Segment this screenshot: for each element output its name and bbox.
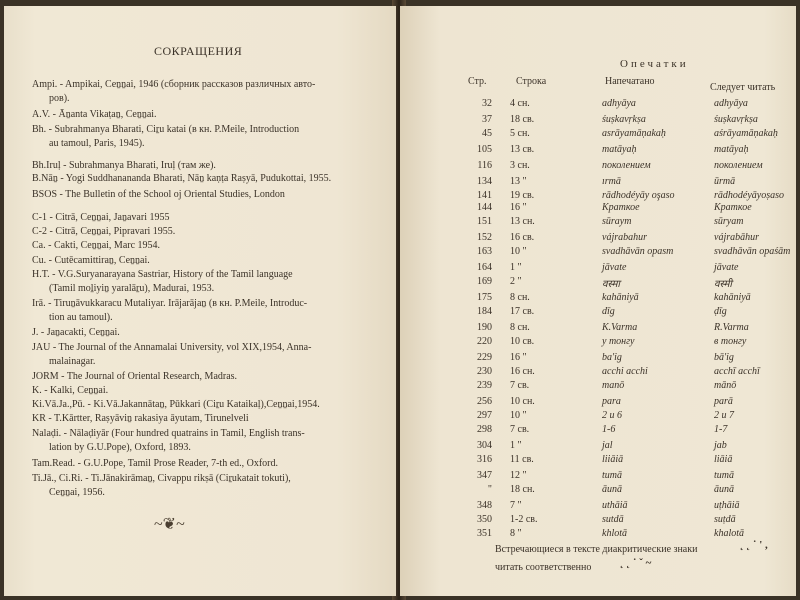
printed-cell: āunā <box>602 484 622 495</box>
printed-cell: śuṣkavṛkṣa <box>602 114 646 125</box>
errata-row <box>400 306 796 322</box>
diacritic-marks-1: ˛ ˛ ˙ ' , <box>740 539 768 551</box>
line-cell: 17 св. <box>510 306 535 317</box>
line-cell: 10 " <box>510 246 527 257</box>
abbreviation-line: Ti.Jā., Ci.Ri. - Ti.Jānakirāmaṉ, Civappu rikṣā (Ciṟukatait tokuti), <box>32 473 291 484</box>
errata-row <box>400 454 796 470</box>
correct-cell: ḍīg <box>714 306 727 317</box>
abbreviation-line: Bh.Iruḷ - Subrahmanya Bharati, Iruḷ (там же). <box>32 160 216 171</box>
correct-cell: поколением <box>714 160 763 171</box>
correct-cell: matāyaḥ <box>714 144 749 155</box>
correct-cell: 2 и 7 <box>714 410 734 421</box>
line-cell: 11 св. <box>510 454 534 465</box>
line-cell: 8 " <box>510 528 522 539</box>
printed-cell: asrāyamāṇakaḥ <box>602 128 666 139</box>
errata-row <box>400 216 796 232</box>
printed-cell: svadhāvān opasm <box>602 246 674 257</box>
correct-cell: rādhodéyāyoṣaso <box>714 190 784 201</box>
abbreviation-line: Bh. - Subrahmanya Bharati, Ciṟu katai (в кн. P.Meile, Introduction <box>32 124 300 135</box>
correct-cell: vájrabāhur <box>714 232 759 243</box>
line-cell: 13 св. <box>510 144 535 155</box>
abbreviation-line: BSOS - The Bulletin of the School oj Oriental Studies, London <box>32 189 285 200</box>
printed-cell: sūraym <box>602 216 632 227</box>
line-cell: 7 " <box>510 500 522 511</box>
page-cell: 152 <box>477 232 492 243</box>
abbreviation-line: KR - T.Kārtter, Raṣyāviṉ rakasiya āyutam, Tirunelveli <box>32 413 249 424</box>
line-cell: 18 св. <box>510 114 535 125</box>
printed-cell: tumā <box>602 470 622 481</box>
line-cell: 1-2 св. <box>510 514 538 525</box>
abbreviation-line: Ampi. - Ampikai, Ceṉṉai, 1946 (сборник рассказов различных авто- <box>32 79 316 90</box>
line-cell: 8 сн. <box>510 322 530 333</box>
printed-cell: ırmā <box>602 176 621 187</box>
errata-row <box>400 336 796 352</box>
correct-cell: tumā <box>714 470 734 481</box>
page-cell: 347 <box>477 470 492 481</box>
printed-cell: kahāniyā <box>602 292 639 303</box>
abbreviation-line: malainagar. <box>49 356 96 367</box>
printed-cell: dīg <box>602 306 615 317</box>
abbreviation-line: Ca. - Cakti, Ceṉṉai, Marc 1954. <box>32 240 161 251</box>
correct-cell: Kpaткое <box>714 202 752 213</box>
correct-cell: uṭhāiā <box>714 500 740 511</box>
printed-cell: khlotā <box>602 528 627 539</box>
line-cell: 3 сн. <box>510 160 530 171</box>
line-cell: 16 св. <box>510 232 535 243</box>
abbreviation-line: A.V. - Āṉanta Vikaṭaṉ, Ceṉṉai. <box>32 109 157 120</box>
errata-title: Опечатки <box>620 58 689 70</box>
printed-cell: Кpaткое <box>602 202 640 213</box>
line-cell: 13 " <box>510 176 527 187</box>
page-cell: 304 <box>477 440 492 451</box>
errata-row <box>400 144 796 160</box>
correct-cell: 1-7 <box>714 424 728 435</box>
correct-cell: āunā <box>714 484 734 495</box>
page-cell: " <box>487 484 492 495</box>
printed-cell: manō <box>602 380 625 391</box>
printed-cell: поколением <box>602 160 651 171</box>
correct-cell: khalotā <box>714 528 744 539</box>
printed-cell: वस्मा <box>602 279 621 290</box>
page-cell: 220 <box>477 336 492 347</box>
page-cell: 144 <box>477 202 492 213</box>
correct-cell: в тонгу <box>714 336 747 347</box>
abbreviation-line: au tamoul, Paris, 1945). <box>49 138 145 149</box>
printed-cell: acchi acchi <box>602 366 648 377</box>
abbreviation-line: Tam.Read. - G.U.Pope, Tamil Prose Reader, 7-th ed., Oxford. <box>32 458 279 469</box>
page-cell: 351 <box>477 528 492 539</box>
footer-line-1: Встречающиеся в тексте диакритические знаки <box>495 544 698 555</box>
page-cell: 239 <box>477 380 492 391</box>
correct-cell: R.Varma <box>714 322 749 333</box>
abbreviation-line: C-1 - Citrā, Ceṉṉai, Jaṉavari 1955 <box>32 212 170 223</box>
correct-cell: mānō <box>714 380 737 391</box>
col-header-printed: Напечатано <box>605 76 655 87</box>
page-cell: 297 <box>477 410 492 421</box>
correct-cell: aśrāyamāṇakaḥ <box>714 128 778 139</box>
line-cell: 7 св. <box>510 380 530 391</box>
page-cell: 151 <box>477 216 492 227</box>
page-cell: 348 <box>477 500 492 511</box>
correct-cell: jāvate <box>714 262 739 273</box>
correct-cell: kahāniyā <box>714 292 751 303</box>
col-header-page: Стр. <box>468 76 487 87</box>
abbreviation-line: Cu. - Cutēcamittiraṉ, Ceṉṉai. <box>32 255 150 266</box>
printed-cell: rādhodéyāy oşaso <box>602 190 675 201</box>
page-cell: 190 <box>477 322 492 333</box>
page-cell: 316 <box>477 454 492 465</box>
printed-cell: sutdā <box>602 514 624 525</box>
errata-row <box>400 246 796 262</box>
errata-row <box>400 160 796 176</box>
errata-row <box>400 484 796 500</box>
errata-row <box>400 424 796 440</box>
page-cell: 32 <box>482 98 492 109</box>
line-cell: 18 сн. <box>510 484 535 495</box>
line-cell: 8 сн. <box>510 292 530 303</box>
correct-cell: acchī acchī <box>714 366 760 377</box>
line-cell: 2 " <box>510 276 522 287</box>
errata-row <box>400 528 796 544</box>
page-cell: 134 <box>477 176 492 187</box>
abbreviation-line: ров). <box>49 93 70 104</box>
page-cell: 175 <box>477 292 492 303</box>
page-cell: 256 <box>477 396 492 407</box>
line-cell: 13 сн. <box>510 216 535 227</box>
abbreviations-title: СОКРАЩЕНИЯ <box>154 44 243 58</box>
printed-cell: у тонгу <box>602 336 635 347</box>
abbreviation-line: lation by G.U.Pope), Oxford, 1893. <box>49 442 191 453</box>
correct-cell: suṭdā <box>714 514 736 525</box>
page-cell: 141 <box>477 190 492 201</box>
abbreviation-line: H.T. - V.G.Suryanarayana Sastriar, History of the Tamil language <box>32 269 293 280</box>
correct-cell: sūryam <box>714 216 744 227</box>
printed-cell: matāyaḥ <box>602 144 637 155</box>
errata-row <box>400 98 796 114</box>
page-cell: 298 <box>477 424 492 435</box>
abbreviation-line: tion au tamoul). <box>49 312 113 323</box>
correct-cell: adhyāya <box>714 98 748 109</box>
errata-row <box>400 276 796 292</box>
correct-cell: ūrmā <box>714 176 736 187</box>
line-cell: 12 " <box>510 470 527 481</box>
diacritic-marks-2: ˛ ˛ ˙ ˇ ~ <box>620 557 652 569</box>
footer-line-2: читать соответственно <box>495 562 592 573</box>
page-cell: 37 <box>482 114 492 125</box>
abbreviation-line: JORM - The Journal of Oriental Research, Madras. <box>32 371 238 382</box>
correct-cell: parā <box>714 396 733 407</box>
abbreviation-line: J. - Jaṉacakti, Ceṉṉai. <box>32 327 120 338</box>
line-cell: 10 св. <box>510 336 535 347</box>
page-cell: 350 <box>477 514 492 525</box>
correct-cell: वस्मी <box>714 279 733 290</box>
errata-row <box>400 380 796 396</box>
printed-cell: 2 и 6 <box>602 410 622 421</box>
abbreviation-line: C-2 - Citrā, Ceṉṉai, Pipravari 1955. <box>32 226 176 237</box>
page-cell: 164 <box>477 262 492 273</box>
line-cell: 4 сн. <box>510 98 530 109</box>
page-cell: 230 <box>477 366 492 377</box>
line-cell: 19 св. <box>510 190 535 201</box>
line-cell: 10 " <box>510 410 527 421</box>
abbreviation-line: K. - Kalki, Ceṉṉai. <box>32 385 109 396</box>
line-cell: 16 " <box>510 352 527 363</box>
line-cell: 16 " <box>510 202 527 213</box>
printed-cell: ba'ig <box>602 352 622 363</box>
line-cell: 7 св. <box>510 424 530 435</box>
col-header-line: Строка <box>516 76 547 87</box>
page-cell: 169 <box>477 276 492 287</box>
line-cell: 1 " <box>510 262 522 273</box>
printed-cell: adhyāya <box>602 98 636 109</box>
errata-row <box>400 128 796 144</box>
line-cell: 16 сн. <box>510 366 535 377</box>
printed-cell: jāvate <box>602 262 627 273</box>
printed-cell: jal <box>602 440 613 451</box>
correct-cell: liāiā <box>714 454 733 465</box>
printed-cell: 1-6 <box>602 424 616 435</box>
printed-cell: para <box>602 396 621 407</box>
correct-cell: bā'ig <box>714 352 734 363</box>
printed-cell: vájrabahur <box>602 232 647 243</box>
printed-cell: liiāiā <box>602 454 624 465</box>
printed-cell: K.Varma <box>602 322 638 333</box>
abbreviation-line: JAU - The Journal of the Annamalai University, vol XIX,1954, Anna- <box>32 342 312 353</box>
abbreviation-line: Nalaḍi. - Nālaḍiyār (Four hundred quatrains in Tamil, English trans- <box>32 428 305 439</box>
right-page <box>400 6 796 596</box>
ornament-icon: ~❦~ <box>154 516 185 533</box>
left-page <box>4 6 396 596</box>
correct-cell: śuṣkavṛkṣa <box>714 114 758 125</box>
page-cell: 105 <box>477 144 492 155</box>
abbreviation-line: Ceṉṉai, 1956. <box>49 487 105 498</box>
col-header-correct: Следует читать <box>710 82 776 93</box>
abbreviation-line: Irā. - Tiruṉāvukkaracu Mutaliyar. Irājarājaṉ (в кн. P.Meile, Introduc- <box>32 298 308 309</box>
line-cell: 1 " <box>510 440 522 451</box>
abbreviation-line: B.Nāṉ - Yogi Suddhanananda Bharati, Nāṉ kaṇṭa Raṣyā, Pudukottai, 1955. <box>32 173 332 184</box>
page-cell: 45 <box>482 128 492 139</box>
correct-cell: jab <box>714 440 727 451</box>
page-cell: 229 <box>477 352 492 363</box>
page-cell: 184 <box>477 306 492 317</box>
line-cell: 5 сн. <box>510 128 530 139</box>
page-cell: 163 <box>477 246 492 257</box>
page-cell: 116 <box>477 160 492 171</box>
line-cell: 10 сн. <box>510 396 535 407</box>
abbreviation-line: Ki.Vā.Ja.,Pū. - Ki.Vā.Jakannātaṉ, Pūkkari (Ciṟu Kataikaḷ),Ceṉṉai,1954. <box>32 399 320 410</box>
printed-cell: uthāiā <box>602 500 628 511</box>
abbreviation-line: (Tamil moḻiyiṉ yaralāṟu), Madurai, 1953. <box>49 283 215 294</box>
correct-cell: svadhāvān opaśām <box>714 246 791 257</box>
